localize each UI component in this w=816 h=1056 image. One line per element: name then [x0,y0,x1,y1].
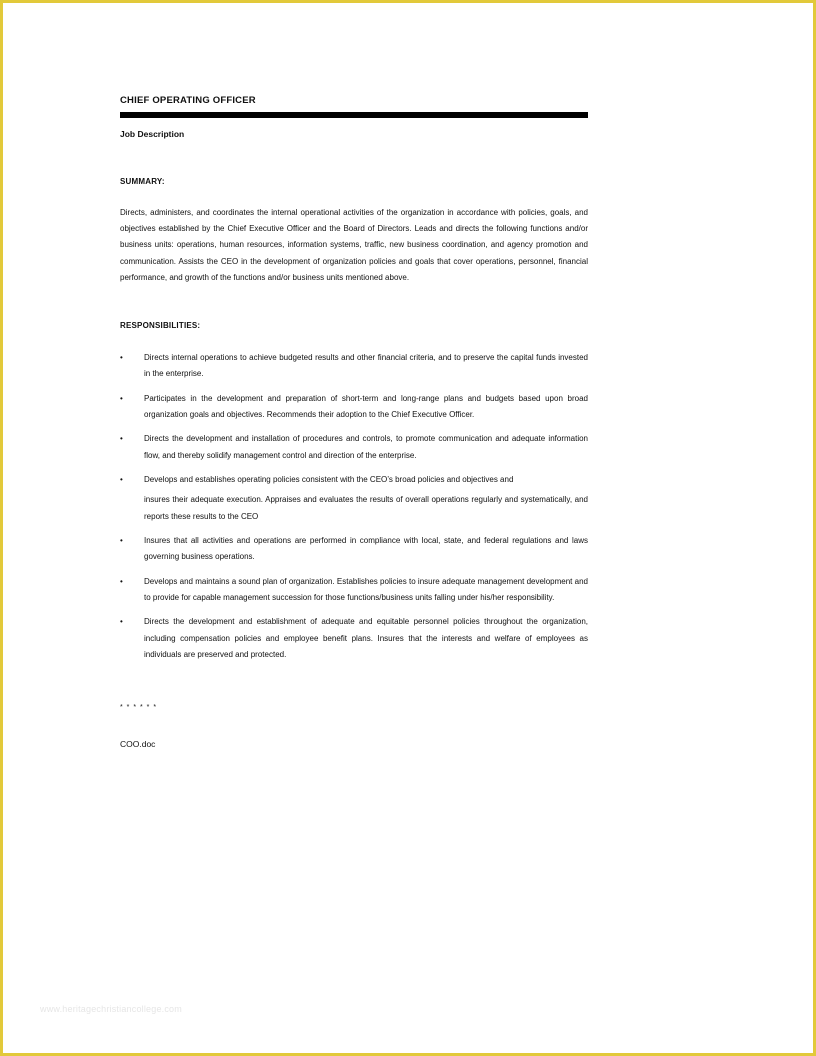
bullet-icon: • [120,617,123,627]
responsibilities-heading: RESPONSIBILITIES: [120,321,201,330]
bullet-icon: • [120,576,123,586]
watermark: www.heritagechristiancollege.com [40,1004,182,1014]
list-item [120,614,588,663]
list-item-text: Participates in the development and preparation of short-term and long-range plans and budgets based upon broad organization goals and objectives. Recommends their adoption to the Chief Executive Officer. [144,393,588,419]
list-item-text: Directs internal operations to achieve budgeted results and other financial criteria, and to preserve the capital funds invested in the enterprise. [144,353,588,379]
document-subtitle: Job Description [120,129,185,139]
list-item [120,533,588,565]
bullet-icon: • [120,393,123,403]
title-rule [120,112,588,118]
bullet-icon: • [120,475,123,485]
summary-paragraph: Directs, administers, and coordinates the internal operational activities of the organization in accordance with policies, goals, and objectives established by the Chief Executive Officer and the Board of Directors. Leads and directs the following functions and/or business units: operations, human resources, information systems, traffic, new business coordination, and agency promotion and communication. Assists the CEO in the development of organization policies and goals that cover operations, personnel, financial performance, and growth of the functions and/or business units mentioned above. [120,208,588,282]
list-item [120,350,588,382]
list-item [120,472,588,488]
list-item-text: Directs the development and establishment of adequate and equitable personnel policies throughout the organization, including compensation policies and employee benefit plans. Insures that the interests and welfare of employees as individuals are preserved and protected. [144,617,588,659]
list-item [120,391,588,423]
document-title: CHIEF OPERATING OFFICER [120,95,256,106]
list-item-text: Directs the development and installation of procedures and controls, to promote communication and adequate information flow, and thereby solidify management control and direction of the enterprise. [144,434,588,460]
list-item-text: insures their adequate execution. Appraises and evaluates the results of overall operations regularly and systematically, and reports these results to the CEO [144,495,588,521]
list-item [120,574,588,606]
list-item-text: Develops and establishes operating policies consistent with the CEO’s broad policies and objectives and [144,475,514,485]
file-name: COO.doc [120,739,156,749]
list-item-text: Insures that all activities and operations are performed in compliance with local, state, and federal regulations and laws governing business operations. [144,536,588,562]
bullet-icon: • [120,536,123,546]
list-item [120,431,588,463]
end-marker: * * * * * * [120,704,158,711]
bullet-icon: • [120,353,123,362]
list-item-text: Develops and maintains a sound plan of organization. Establishes policies to insure adequate management development and to provide for capable management succession for those functions/business units falling under his/her responsibility. [144,576,588,602]
responsibilities-list [120,350,588,671]
list-item-continuation [120,492,588,524]
bullet-icon: • [120,434,123,444]
summary-heading: SUMMARY: [120,177,165,186]
